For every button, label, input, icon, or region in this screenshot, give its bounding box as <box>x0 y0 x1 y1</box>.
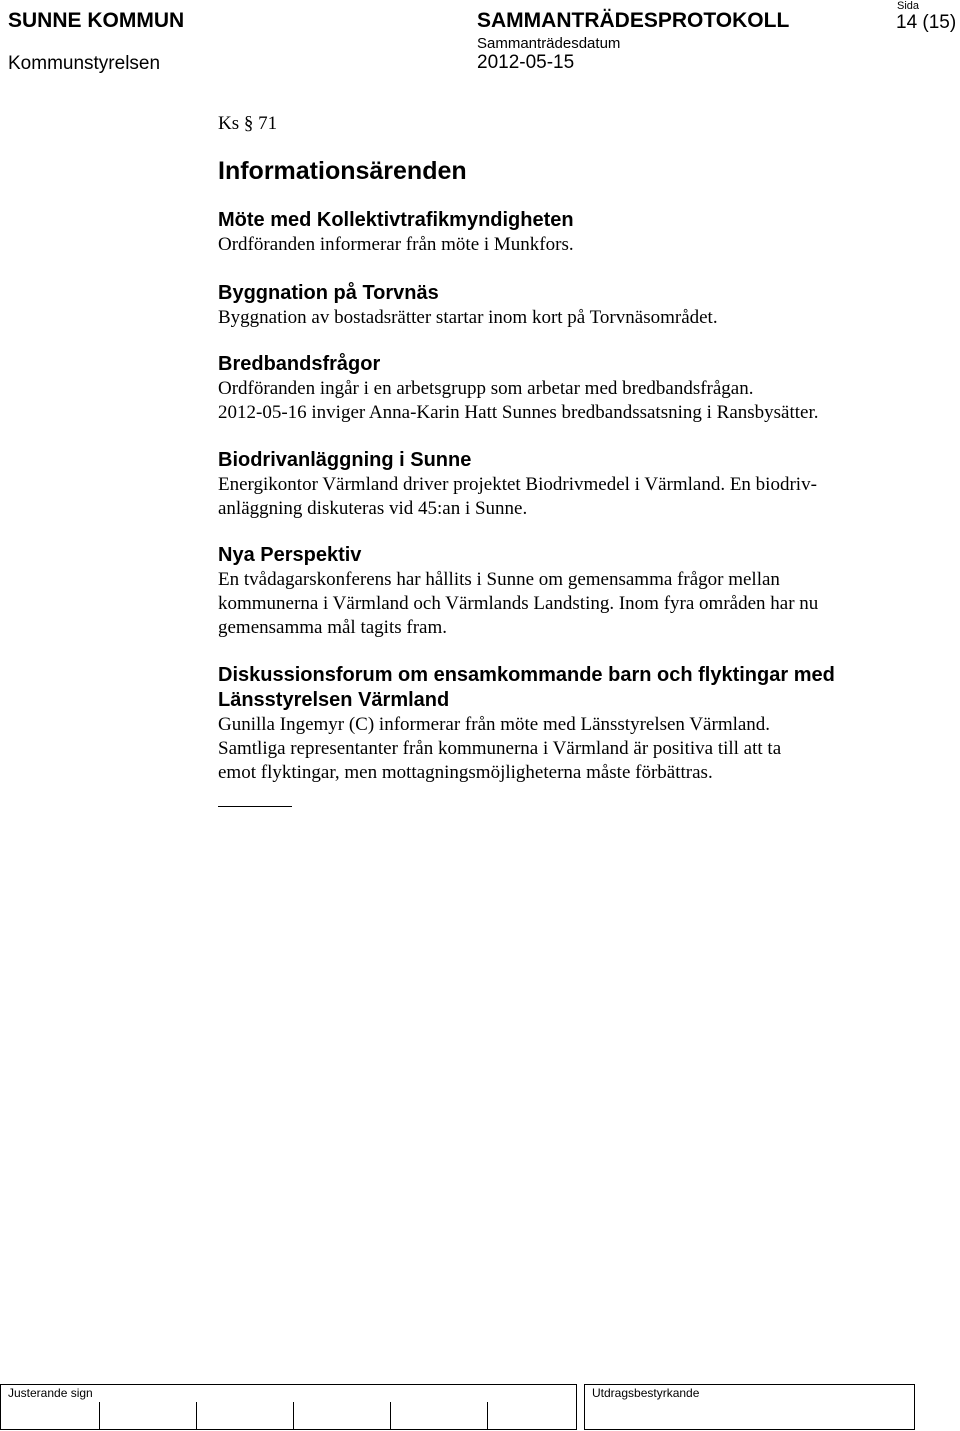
page-label: Sida <box>897 0 920 12</box>
meeting-date-label: Sammanträdesdatum <box>477 35 621 52</box>
section-biodriv <box>218 448 918 521</box>
meeting-date: 2012-05-15 <box>477 52 575 73</box>
end-rule <box>218 806 292 807</box>
section-text: Samtliga representanter från kommunerna i Värmland är positiva till att ta <box>218 738 782 759</box>
certification-box <box>584 1384 915 1430</box>
section-heading: Möte med Kollektivtrafikmyndigheten <box>218 209 574 231</box>
section-text: anläggning diskuteras vid 45:an i Sunne. <box>218 498 528 519</box>
section-heading: Nya Perspektiv <box>218 544 362 566</box>
section-heading: Diskussionsforum om ensamkommande barn och flyktingar med <box>218 664 835 686</box>
section-heading: Byggnation på Torvnäs <box>218 282 439 304</box>
section-text: emot flyktingar, men mottagningsmöjligheterna måste förbättras. <box>218 762 713 783</box>
page-number: 14 (15) <box>896 12 957 33</box>
paragraph-reference: Ks § 71 <box>218 113 278 134</box>
section-kollektivtrafik <box>218 208 918 257</box>
signature-divider <box>293 1402 294 1429</box>
department-name: Kommunstyrelsen <box>8 53 161 74</box>
section-text: En tvådagarskonferens har hållits i Sunne om gemensamma frågor mellan <box>218 569 780 590</box>
section-nya-perspektiv <box>218 543 918 640</box>
section-heading: Biodrivanläggning i Sunne <box>218 449 472 471</box>
signature-divider <box>487 1402 488 1429</box>
certification-label: Utdragsbestyrkande <box>592 1386 700 1400</box>
section-text: Energikontor Värmland driver projektet Biodrivmedel i Värmland. En biodriv- <box>218 474 817 495</box>
document-type: SAMMANTRÄDESPROTOKOLL <box>477 9 790 32</box>
section-text: Ordföranden informerar från möte i Munkfors. <box>218 234 574 255</box>
section-text: Gunilla Ingemyr (C) informerar från möte med Länsstyrelsen Värmland. <box>218 714 771 735</box>
section-text: Byggnation av bostadsrätter startar inom kort på Torvnäsområdet. <box>218 307 718 328</box>
section-torvnas <box>218 281 918 330</box>
section-heading: Länsstyrelsen Värmland <box>218 689 450 711</box>
section-text: gemensamma mål tagits fram. <box>218 617 447 638</box>
section-text: 2012-05-16 inviger Anna-Karin Hatt Sunnes bredbandssatsning i Ransbysätter. <box>218 402 819 423</box>
signature-box <box>0 1384 577 1430</box>
signature-divider <box>390 1402 391 1429</box>
section-bredband <box>218 352 918 425</box>
section-diskussionsforum <box>218 663 918 785</box>
signature-label: Justerande sign <box>8 1386 93 1400</box>
page-title: Informationsärenden <box>218 157 467 185</box>
signature-divider <box>196 1402 197 1429</box>
org-name: SUNNE KOMMUN <box>8 9 185 32</box>
section-text: Ordföranden ingår i en arbetsgrupp som arbetar med bredbandsfrågan. <box>218 378 754 399</box>
signature-divider <box>99 1402 100 1429</box>
section-heading: Bredbandsfrågor <box>218 353 381 375</box>
section-text: kommunerna i Värmland och Värmlands Landsting. Inom fyra områden har nu <box>218 593 819 614</box>
